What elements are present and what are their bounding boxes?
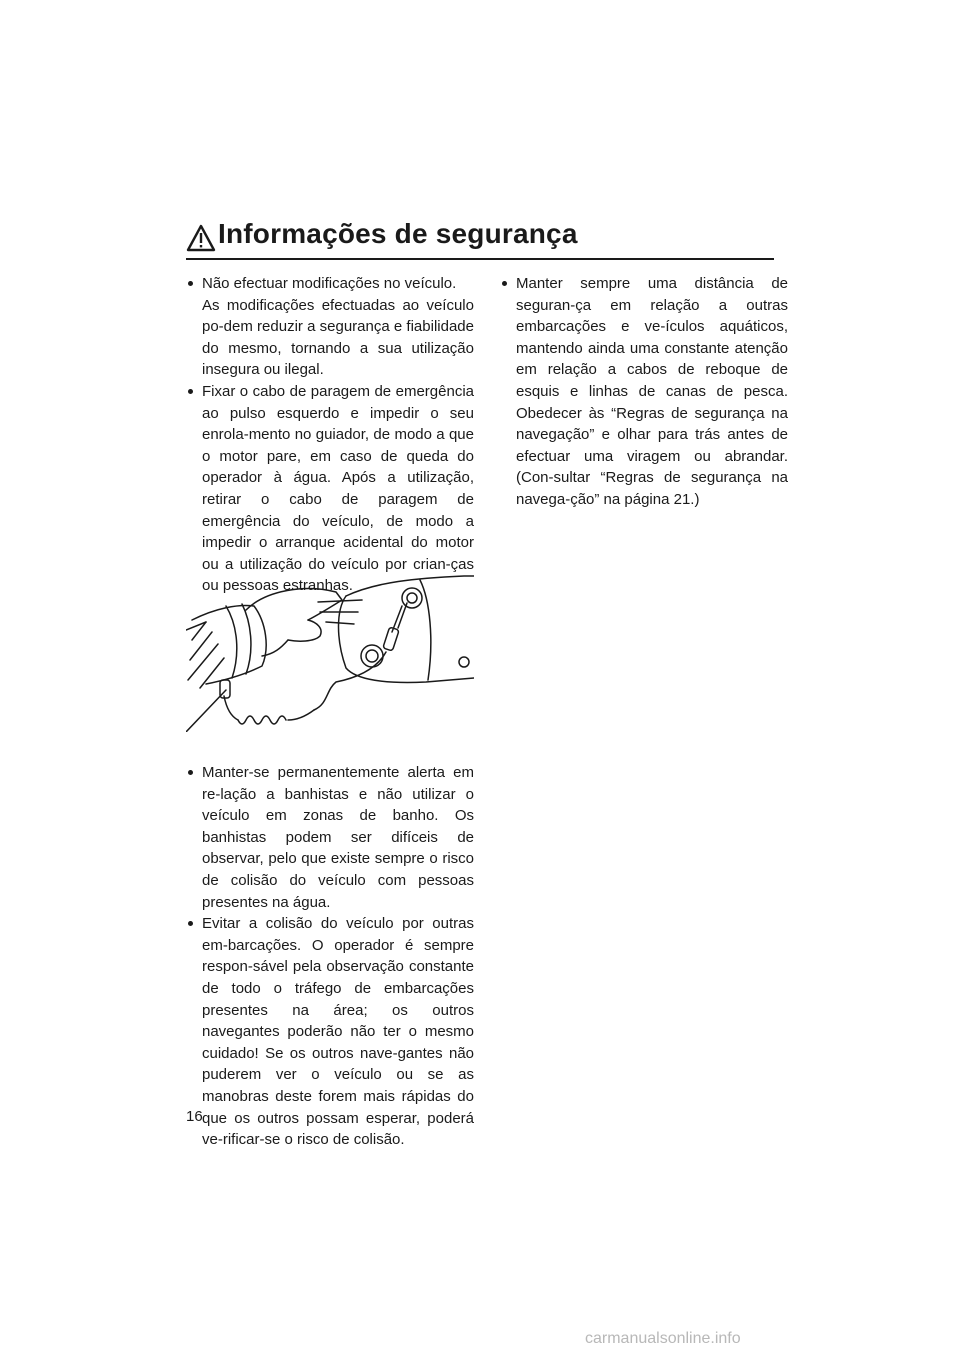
bullet-item <box>500 273 788 511</box>
left-column-lower <box>186 762 474 1151</box>
right-column <box>500 273 788 511</box>
left-column <box>186 273 474 597</box>
lanyard-illustration <box>186 570 474 732</box>
page-title: Informações de segurança <box>218 218 578 249</box>
bullet-text: Evitar a colisão do veículo por outras em-barcações. O operador é sempre respon-sável pela observação constante de todo o tráfego de embarcações presentes na área; os outros navegantes poderão não ter o mesmo cuidado! Se os outros nave-gantes não puderem ver o veículo ou se as manobras deste forem mais rápidas do que os outros possam esperar, poderá ve-rificar-se o risco de colisão. <box>202 915 474 1149</box>
bullet-item <box>186 913 474 1151</box>
warning-triangle-icon <box>186 224 216 252</box>
watermark: carmanualsonline.info <box>585 1330 741 1347</box>
bullet-item <box>186 273 474 381</box>
page-header <box>186 218 774 260</box>
page-number: 16 <box>186 1108 203 1125</box>
bullet-item <box>186 381 474 597</box>
bullet-item <box>186 762 474 913</box>
bullet-lead: Não efectuar modificações no veículo. <box>202 275 457 292</box>
bullet-text: Manter-se permanentemente alerta em re-lação a banhistas e não utilizar o veículo em zonas de banho. Os banhistas podem ser difíceis de observar, pelo que existe sempre o risco de colisão do veículo com pessoas presentes na água. <box>202 764 474 911</box>
bullet-body: As modificações efectuadas ao veículo po-dem reduzir a segurança e fiabilidade do mesmo, tornando a sua utilização insegura ou ilegal. <box>202 296 474 379</box>
bullet-text: Manter sempre uma distância de seguran-ça em relação a outras embarcações e ve-ículos aquáticos, mantendo ainda uma constante atenção em relação a cabos de reboque de esquis e linhas de canas de pesca. Obedecer às “Regras de segurança na navegação” e olhar para trás antes de efectuar uma viragem ou abrandar. (Con-sultar “Regras de segurança na navega-ção” na página 21.) <box>516 275 788 508</box>
bullet-text: Fixar o cabo de paragem de emergência ao pulso esquerdo e impedir o seu enrola-mento no guiador, de modo a que o motor pare, em caso de queda do operador à água. Após a utilização, retirar o cabo de paragem de emergência do veículo, de modo a impedir o arranque acidental do motor ou a utilização do veículo por crian-ças ou pessoas estranhas. <box>202 382 474 595</box>
